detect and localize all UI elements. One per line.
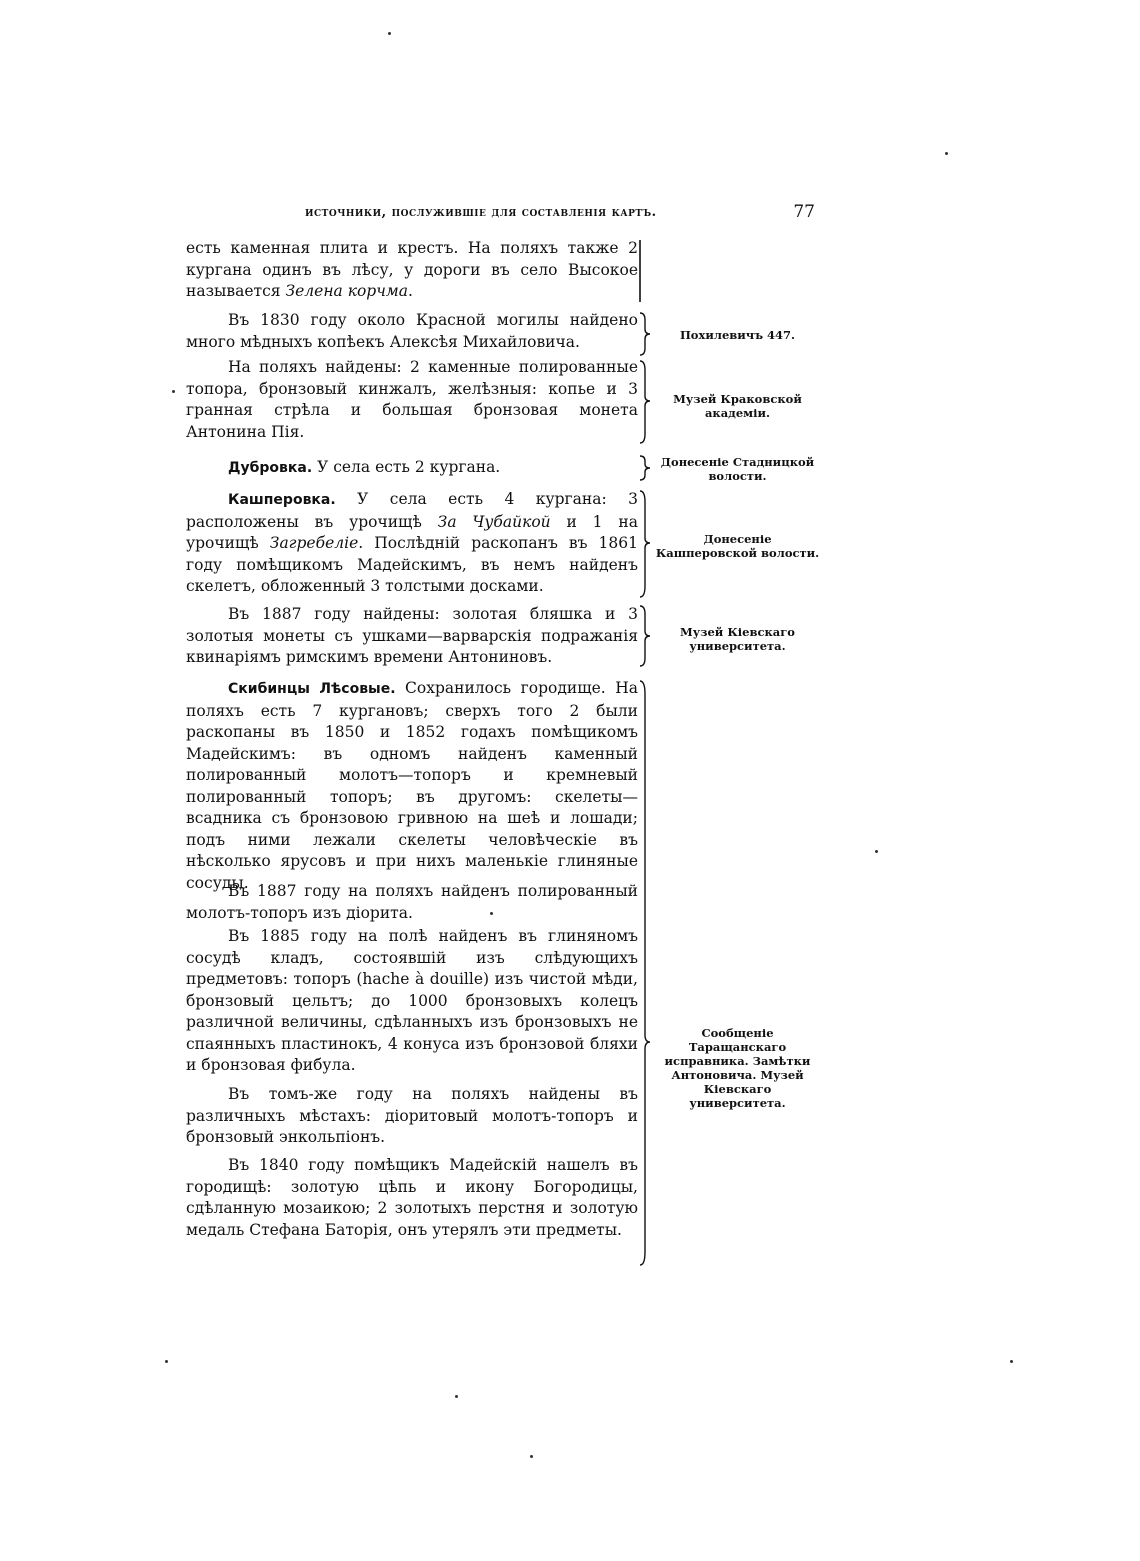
bracket-line xyxy=(638,240,652,304)
margin-note: Музей Кіевскаго университета. xyxy=(680,625,795,653)
place-heading: Дубровка. xyxy=(228,460,313,476)
entry-text: Въ 1830 году около Красной могилы найдено много мѣдныхъ копѣекъ Алексѣя Михайловича. xyxy=(186,311,638,351)
scan-speck xyxy=(165,1360,168,1363)
entry-text: Въ 1885 году на полѣ найденъ въ глиняномъ сосудѣ кладъ, состоявшій изъ слѣдующихъ предметовъ: топоръ (hache à douille) изъ чистой мѣди, бронзовый цельтъ; до 1000 бронзовыхъ колецъ различной величины, сдѣланныхъ изъ бронзовыхъ не спаянныхъ пластинокъ, 4 конуса изъ бронзовой бляхи и бронзовая фибула. xyxy=(186,927,638,1074)
entry-block xyxy=(186,457,638,480)
margin-note: Похилевичъ 447. xyxy=(679,328,796,342)
scan-speck xyxy=(455,1395,458,1398)
scan-speck xyxy=(945,152,948,155)
curly-brace xyxy=(638,605,652,667)
curly-brace xyxy=(638,455,652,481)
entry-block xyxy=(186,926,638,1077)
margin-note: Музей Краковской академіи. xyxy=(673,392,802,420)
margin-note: Сообщеніе Таращанскаго исправника. Замѣтки Антоновича. Музей Кіевскаго университета. xyxy=(664,1026,811,1110)
place-name: За Чубайкой xyxy=(437,512,551,531)
margin-note: Донесеніе Кашперовской волости. xyxy=(655,532,820,560)
entry-text: Въ 1887 году найдены: золотая бляшка и 3 золотыя монеты съ ушками—варварскія подражанія квинаріямъ римскимъ времени Антониновъ. xyxy=(186,605,638,666)
entry-block xyxy=(186,310,638,353)
entry-block xyxy=(186,1155,638,1241)
header-title: источники, послужившіе для составленія картъ. xyxy=(305,205,657,220)
place-name: Загребеліе xyxy=(269,534,359,552)
entry-text: Въ 1840 году помѣщикъ Мадейскій нашелъ въ городищѣ: золотую цѣпь и икону Богородицы, сдѣланную мозаикою; 2 золотыхъ перстня и золотую медаль Стефана Баторія, онъ утерялъ эти предметы. xyxy=(186,1156,638,1239)
entry-block xyxy=(186,357,638,443)
curly-brace xyxy=(638,490,652,598)
curly-brace xyxy=(638,680,652,1266)
entry-text: У села есть 4 кургана: 3 расположены въ урочищѣ xyxy=(186,490,638,531)
entry-block xyxy=(186,238,638,303)
running-header xyxy=(305,202,815,227)
entry-text: есть каменная плита и крестъ. На поляхъ также 2 кургана одинъ въ лѣсу, у дороги въ село Высокое называется xyxy=(186,239,638,300)
curly-brace xyxy=(638,360,652,444)
entry-text: . xyxy=(407,282,413,300)
entry-text: На поляхъ найдены: 2 каменные полированные топора, бронзовый кинжалъ, желѣзныя: копье и 3 гранная стрѣла и большая бронзовая монета Антонина Пія. xyxy=(186,358,638,441)
entry-block xyxy=(186,604,638,669)
place-heading: Скибинцы Лѣсовые. xyxy=(228,681,396,697)
scan-speck xyxy=(388,32,391,35)
entry-text: . Послѣдній раскопанъ въ 1861 году помѣщикомъ Мадейскимъ, въ немъ найденъ скелетъ, обложенный 3 толстыми досками. xyxy=(186,534,638,595)
entry-text: Въ томъ-же году на поляхъ найдены въ различныхъ мѣстахъ: діоритовый молотъ-топоръ и бронзовый энкольпіонъ. xyxy=(186,1085,638,1146)
entry-block xyxy=(186,881,638,924)
place-name: Зелена корчма xyxy=(285,282,408,300)
scan-speck xyxy=(530,1455,533,1458)
entry-block xyxy=(186,489,638,598)
entry-text: Въ 1887 году на поляхъ найденъ полированный молотъ-топоръ изъ діорита. xyxy=(186,882,638,922)
entry-block xyxy=(186,678,638,894)
scan-speck xyxy=(490,912,493,915)
scan-speck xyxy=(1010,1360,1013,1363)
entry-text: Сохранилось городище. На поляхъ есть 7 кургановъ; сверхъ того 2 были раскопаны въ 1850 и 1852 годахъ помѣщикомъ Мадейскимъ: въ одномъ найденъ каменный полированный молотъ—топоръ и кремневый полированный топоръ; въ другомъ: скелеты—всадника съ бронзовою гривною на шеѣ и лошади; подъ ними лежали скелеты человѣческіе въ нѣсколько ярусовъ и при нихъ маленькіе глиняные сосуды. xyxy=(186,679,638,892)
margin-note: Донесеніе Стадницкой волости. xyxy=(660,455,815,483)
entry-text: У села есть 2 кургана. xyxy=(312,458,501,476)
scan-speck xyxy=(875,850,878,853)
entry-text: и 1 на урочищѣ xyxy=(186,512,638,552)
scan-speck xyxy=(172,390,175,393)
entry-block xyxy=(186,1084,638,1149)
page-number: 77 xyxy=(793,202,815,222)
curly-brace xyxy=(638,312,652,356)
place-heading: Кашперовка. xyxy=(228,492,336,508)
